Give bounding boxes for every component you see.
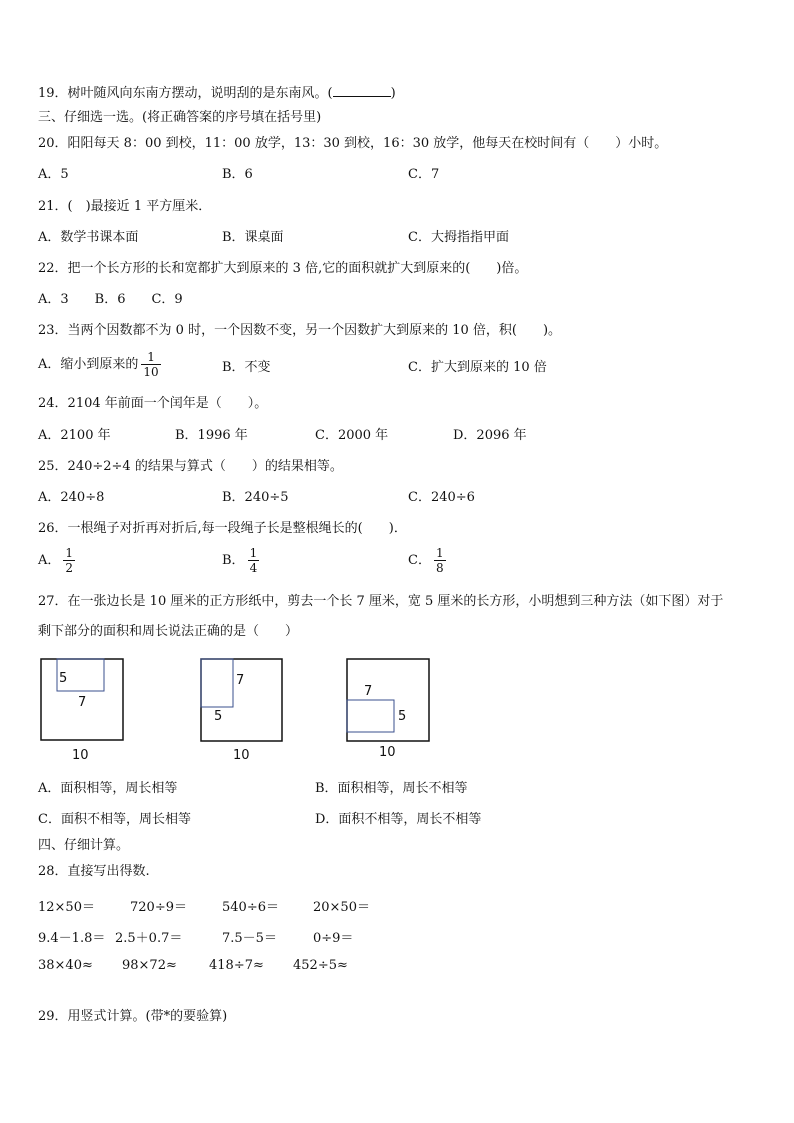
calc-item: 452÷5≈	[293, 958, 348, 973]
q22-options[interactable]: A．3 B．6 C．9	[38, 292, 183, 307]
calc-item: 98×72≈	[122, 958, 177, 973]
calc-item: 418÷7≈	[209, 958, 264, 973]
length-label: 7	[78, 695, 87, 710]
calc-item: 38×40≈	[38, 958, 93, 973]
q25-option-a[interactable]: A．240÷8	[38, 490, 105, 505]
q23-option-a[interactable]: A．缩小到原来的 $\frac{1}{10}$	[38, 350, 159, 379]
question-27-line-2: 剩下部分的面积和周长说法正确的是（ ）	[38, 624, 299, 639]
question-19: 19．树叶随风向东南方摆动，说明刮的是东南风。( )	[38, 86, 396, 101]
q21-option-b[interactable]: B．课桌面	[222, 230, 284, 245]
section-3-heading: 三、仔细选一选。(将正确答案的序号填在括号里)	[38, 110, 322, 125]
question-22: 22．把一个长方形的长和宽都扩大到原来的 3 倍,它的面积就扩大到原来的( )倍。	[38, 261, 528, 276]
question-28: 28．直接写出得数.	[38, 864, 150, 879]
width-label: 5	[398, 709, 407, 724]
q27-option-b[interactable]: B．面积相等，周长不相等	[315, 781, 468, 796]
q24-option-d[interactable]: D．2096 年	[453, 428, 527, 443]
calc-item: 540÷6＝	[222, 900, 279, 915]
calc-item: 20×50＝	[313, 900, 370, 915]
cut-rectangle	[347, 700, 394, 732]
cut-rectangle	[201, 659, 233, 707]
length-label: 7	[364, 684, 373, 699]
q27-figure-3	[346, 658, 446, 772]
figure-3-svg	[346, 658, 446, 768]
q20-option-a[interactable]: A．5	[38, 167, 69, 182]
length-label: 7	[236, 673, 245, 688]
q23-option-c[interactable]: C．扩大到原来的 10 倍	[408, 360, 547, 375]
calc-item: 2.5＋0.7＝	[115, 931, 183, 946]
question-27-line-1: 27．在一张边长是 10 厘米的正方形纸中，剪去一个长 7 厘米，宽 5 厘米的长方形，小明想到三种方法（如下图）对于	[38, 594, 724, 609]
calc-item: 0÷9＝	[313, 931, 354, 946]
q26-option-a[interactable]: A． $\frac{1}{2}$	[38, 546, 74, 575]
q26-option-b[interactable]: B． $\frac{1}{4}$	[222, 546, 258, 575]
q27-option-d[interactable]: D．面积不相等，周长不相等	[315, 812, 482, 827]
answer-blank[interactable]	[333, 84, 391, 97]
width-label: 5	[214, 709, 223, 724]
question-26: 26．一根绳子对折再对折后,每一段绳子长是整根绳长的( )．	[38, 521, 407, 536]
figure-2-svg	[200, 658, 300, 768]
calc-item: 720÷9＝	[130, 900, 187, 915]
q20-option-c[interactable]: C．7	[408, 167, 440, 182]
section-4-heading: 四、仔细计算。	[38, 838, 130, 853]
q24-option-a[interactable]: A．2100 年	[38, 428, 111, 443]
q27-figure-2	[200, 658, 300, 772]
fraction: $\frac{1}{8}$	[435, 546, 444, 575]
side-label: 10	[379, 745, 396, 760]
question-25: 25．240÷2÷4 的结果与算式（ ）的结果相等。	[38, 459, 343, 474]
calc-item: 12×50＝	[38, 900, 95, 915]
q27-option-c[interactable]: C．面积不相等，周长相等	[38, 812, 191, 827]
q25-option-c[interactable]: C．240÷6	[408, 490, 475, 505]
q27-figure-1	[40, 658, 140, 772]
q27-option-a[interactable]: A．面积相等，周长相等	[38, 781, 178, 796]
q21-option-a[interactable]: A．数学书课本面	[38, 230, 139, 245]
figure-1-svg	[40, 658, 140, 768]
q23-option-b[interactable]: B．不变	[222, 360, 271, 375]
question-20: 20．阳阳每天 8：00 到校，11：00 放学，13：30 到校，16：30 放学，他每天在校时间有（ ）小时。	[38, 136, 668, 151]
width-label: 5	[59, 671, 68, 686]
outer-square	[201, 659, 282, 741]
question-29: 29．用竖式计算。(带*的要验算)	[38, 1009, 228, 1024]
calc-item: 7.5－5＝	[222, 931, 277, 946]
question-23: 23．当两个因数都不为 0 时，一个因数不变，另一个因数扩大到原来的 10 倍，积( )。	[38, 323, 562, 338]
q24-option-c[interactable]: C．2000 年	[315, 428, 389, 443]
question-24: 24．2104 年前面一个闰年是（ ）。	[38, 396, 268, 411]
q26-option-c[interactable]: C． $\frac{1}{8}$	[408, 546, 444, 575]
side-label: 10	[72, 748, 89, 763]
fraction: $\frac{1}{2}$	[65, 546, 74, 575]
q25-option-b[interactable]: B．240÷5	[222, 490, 289, 505]
q24-option-b[interactable]: B．1996 年	[175, 428, 248, 443]
calc-item: 9.4－1.8＝	[38, 931, 106, 946]
fraction: $\frac{1}{10}$	[143, 350, 159, 379]
fraction: $\frac{1}{4}$	[249, 546, 258, 575]
q21-option-c[interactable]: C．大拇指指甲面	[408, 230, 509, 245]
q20-option-b[interactable]: B．6	[222, 167, 253, 182]
question-21: 21．( )最接近 1 平方厘米．	[38, 199, 212, 214]
side-label: 10	[233, 748, 250, 763]
